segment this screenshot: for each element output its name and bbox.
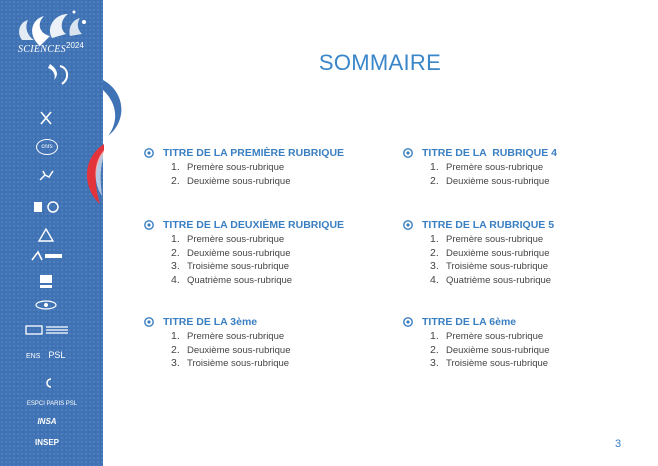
toc-section-1 [144, 146, 344, 188]
item-number: 1. [171, 330, 180, 342]
item-label: Premère sous-rubrique [187, 234, 285, 245]
item-number: 2. [430, 343, 439, 356]
target-bullet-icon [403, 148, 413, 158]
atom-logo-icon [34, 298, 58, 312]
institute-logo-icon [30, 250, 64, 262]
triangle-logo-icon [38, 228, 54, 242]
list-item [430, 161, 557, 175]
item-number: 2. [430, 246, 439, 259]
item-number: 3. [171, 357, 180, 369]
item-label: Premère sous-rubrique [187, 162, 285, 173]
item-number: 1. [430, 161, 439, 173]
brand-name: SCIENCES [18, 44, 66, 55]
list-item [430, 330, 550, 344]
list-item [430, 357, 550, 371]
toc-section-6 [403, 315, 550, 371]
ensta-logo-icon [38, 273, 54, 291]
item-number: 1. [171, 161, 180, 173]
ens-label: ENS [26, 353, 41, 360]
espci-logo: ESPCI PARIS PSL [26, 401, 78, 407]
shield-logos-icon [32, 200, 60, 214]
page-title: SOMMAIRE [318, 50, 442, 75]
list-item [171, 330, 291, 344]
insa-logo: INSA [37, 417, 57, 426]
item-number: 3. [430, 260, 439, 272]
list-item [171, 357, 291, 371]
item-number: 1. [430, 330, 439, 342]
item-label: Deuxième sous-rubrique [187, 175, 291, 187]
list-item [171, 175, 344, 189]
toc-section-2 [144, 218, 344, 287]
item-label: Premère sous-rubrique [446, 331, 544, 342]
cnrs-logo: cnrs [36, 139, 58, 155]
item-label: Troisième sous-rubrique [187, 358, 290, 369]
item-number: 2. [171, 246, 180, 259]
section-title: TITRE DE LA RUBRIQUE 5 [422, 219, 555, 231]
target-bullet-icon [144, 148, 154, 158]
section-title: TITRE DE LA 6ème [422, 316, 517, 328]
section-title: TITRE DE LA PREMIÈRE RUBRIQUE [163, 147, 345, 159]
section-title: TITRE DE LA RUBRIQUE 4 [422, 147, 557, 159]
item-label: Troisième sous-rubrique [446, 358, 549, 369]
item-number: 3. [171, 260, 180, 272]
toc-section-3 [144, 315, 291, 371]
psl-label: PSL [48, 350, 66, 360]
target-bullet-icon [144, 220, 154, 230]
item-label: Troisième sous-rubrique [187, 261, 290, 272]
flame-swirl-decoration [80, 80, 130, 230]
ens-ens-logos-icon [24, 324, 70, 336]
section-title: TITRE DE LA DEUXIÈME RUBRIQUE [163, 219, 345, 231]
es-logo-icon [40, 376, 54, 390]
item-label: Premère sous-rubrique [187, 331, 285, 342]
list-item [430, 260, 554, 274]
item-number: 4. [430, 273, 439, 286]
item-label: Deuxième sous-rubrique [187, 344, 291, 356]
list-item [430, 247, 554, 261]
runner-logo-icon [37, 168, 55, 182]
toc-section-5 [403, 218, 554, 287]
item-number: 2. [171, 174, 180, 187]
target-bullet-icon [403, 317, 413, 327]
list-item [171, 260, 344, 274]
list-item [430, 274, 554, 288]
item-label: Troisième sous-rubrique [446, 261, 549, 272]
item-label: Premère sous-rubrique [446, 162, 544, 173]
section-title: TITRE DE LA 3ème [163, 316, 258, 328]
list-item [430, 233, 554, 247]
toc-section-4 [403, 146, 557, 188]
item-label: Deuxième sous-rubrique [446, 344, 550, 356]
item-number: 4. [171, 273, 180, 286]
item-number: 1. [430, 233, 439, 245]
target-bullet-icon [403, 220, 413, 230]
list-item [171, 274, 344, 288]
item-number: 2. [171, 343, 180, 356]
item-label: Quatrième sous-rubrique [187, 274, 293, 286]
page-number: 3 [615, 438, 622, 450]
list-item [171, 233, 344, 247]
insep-logo: INSEP [34, 438, 59, 447]
target-bullet-icon [144, 317, 154, 327]
item-label: Quatrième sous-rubrique [446, 274, 552, 286]
list-item [430, 175, 557, 189]
list-item [171, 161, 344, 175]
item-number: 1. [171, 233, 180, 245]
brand-year: 2024 [66, 41, 84, 50]
item-number: 3. [430, 357, 439, 369]
list-item [171, 344, 291, 358]
item-label: Premère sous-rubrique [446, 234, 544, 245]
item-label: Deuxième sous-rubrique [187, 247, 291, 259]
item-label: Deuxième sous-rubrique [446, 175, 550, 187]
list-item [430, 344, 550, 358]
item-label: Deuxième sous-rubrique [446, 247, 550, 259]
list-item [171, 247, 344, 261]
polytechnique-logo-icon [39, 110, 53, 126]
ens-psl-logos [26, 351, 76, 361]
item-number: 2. [430, 174, 439, 187]
logo-band [0, 0, 103, 466]
